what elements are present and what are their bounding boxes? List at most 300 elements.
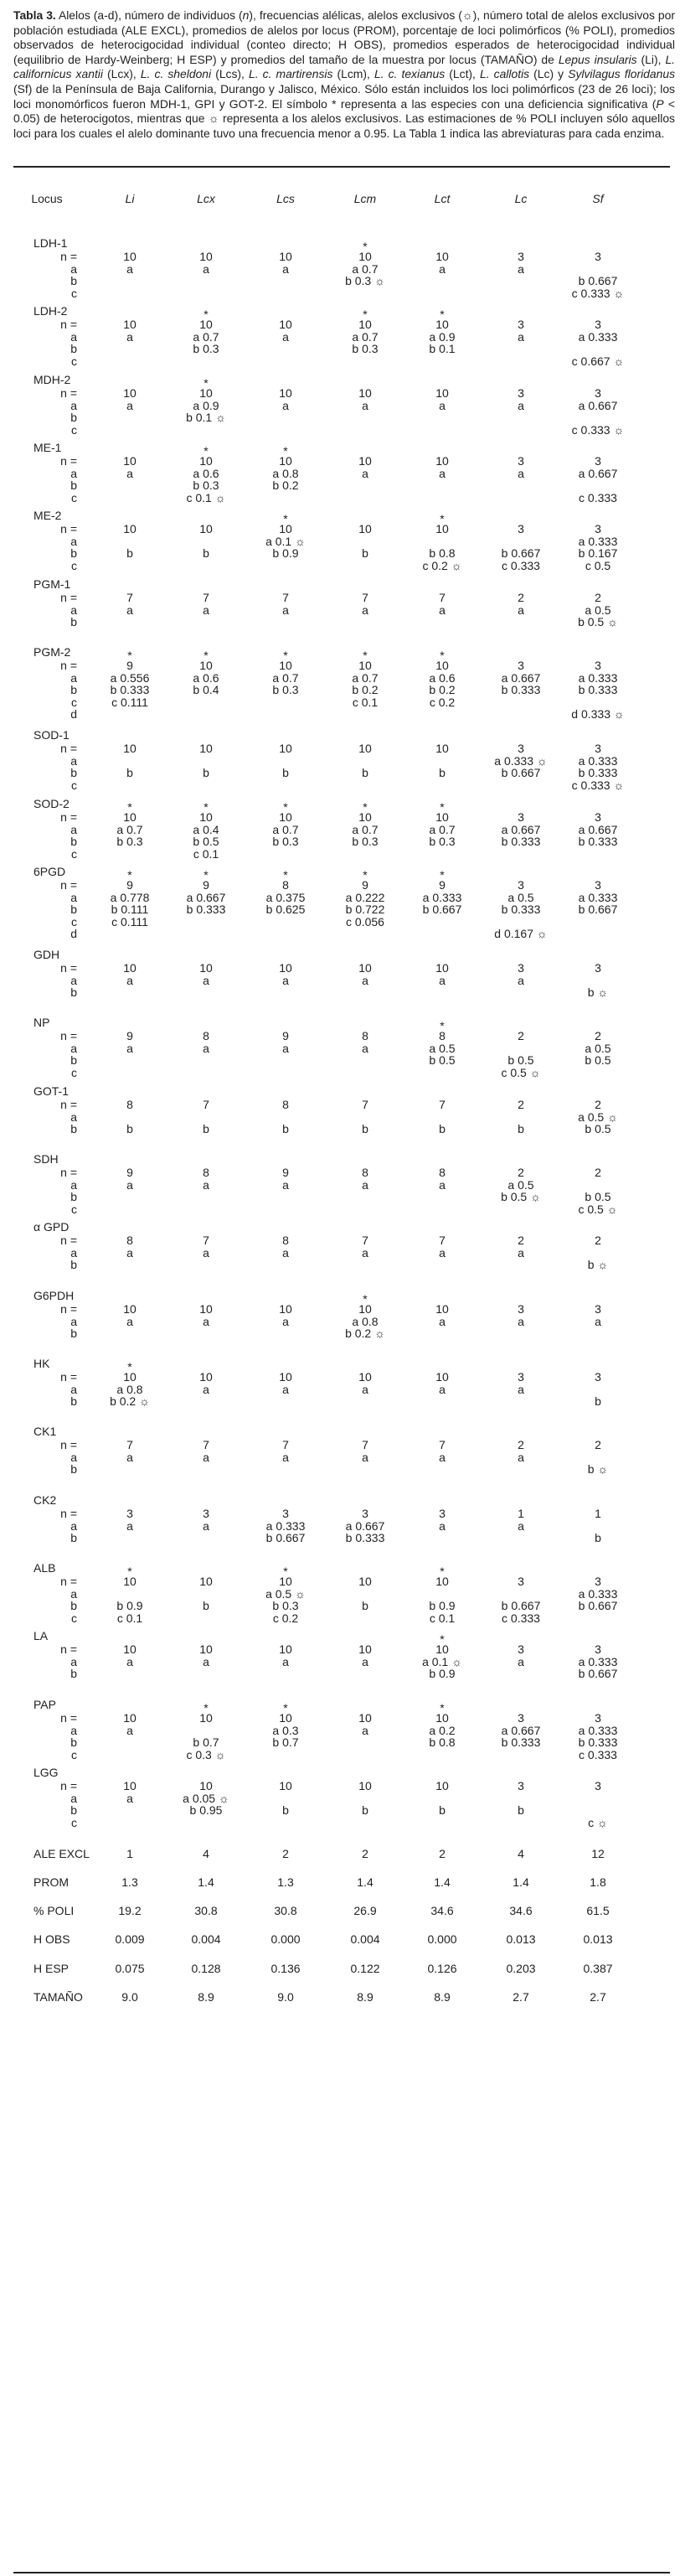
- allele-cell: a: [439, 261, 446, 276]
- allele-cell: 3: [595, 878, 601, 892]
- allele-cell: b 0.111: [111, 903, 149, 916]
- allele-cell: b 0.9: [272, 546, 299, 560]
- row-label: n =: [60, 659, 77, 672]
- allele-cell: a: [439, 603, 446, 617]
- row-label: n =: [60, 1166, 77, 1179]
- allele-cell: a: [126, 1450, 133, 1464]
- allele-cell: a: [203, 261, 209, 276]
- allele-cell: a: [203, 1518, 209, 1533]
- allele-cell: a: [518, 1654, 524, 1668]
- allele-cell: b 0.3: [272, 683, 299, 696]
- row-label: a: [70, 1245, 77, 1260]
- summary-value: 0.128: [191, 1962, 221, 1975]
- allele-cell: a: [203, 1041, 209, 1055]
- allele-cell: b 0.1 ☼: [186, 411, 226, 424]
- allele-cell: 10: [199, 250, 213, 263]
- row-label: a: [70, 1518, 77, 1533]
- locus-name: ALB: [33, 1561, 56, 1575]
- summary-value: 0.126: [427, 1962, 457, 1975]
- allele-cell: b 0.3: [352, 342, 379, 355]
- allele-cell: 3: [595, 1642, 601, 1656]
- allele-cell: b 0.3: [429, 835, 456, 848]
- allele-cell: b ☼: [587, 985, 609, 999]
- row-label: a: [70, 1791, 77, 1805]
- summary-value: 4: [518, 1847, 524, 1860]
- allele-cell: c 0.2: [272, 1611, 299, 1625]
- allele-cell: b: [126, 766, 133, 779]
- caption-species: L. c. martirensis: [248, 67, 333, 81]
- allele-cell: c 0.2 ☼: [422, 558, 462, 572]
- summary-value: 8.9: [198, 1990, 214, 2004]
- allele-cell: 3: [595, 318, 601, 331]
- allele-cell: a: [126, 466, 133, 480]
- allele-cell: b 0.167: [578, 546, 618, 560]
- allele-cell: a 0.6: [193, 466, 219, 480]
- summary-label: % POLI: [33, 1904, 75, 1917]
- allele-cell: a 0.667: [345, 1518, 385, 1533]
- row-label: n =: [60, 1302, 77, 1316]
- allele-cell: 8: [282, 878, 289, 892]
- summary-value: 2: [439, 1847, 446, 1860]
- caption-italic: n: [242, 8, 250, 22]
- allele-cell: b: [595, 1394, 601, 1408]
- allele-cell: b 0.3: [272, 1599, 299, 1612]
- row-label: b: [70, 342, 77, 355]
- allele-cell: 3: [595, 1575, 601, 1588]
- allele-cell: 2: [595, 1098, 601, 1111]
- locus-name: ME-1: [33, 441, 62, 454]
- row-label: a: [70, 822, 77, 836]
- allele-cell: a 0.667: [501, 1723, 541, 1737]
- significance-star: *: [127, 1565, 132, 1578]
- allele-cell: a: [439, 466, 446, 480]
- allele-cell: 10: [279, 1302, 292, 1316]
- allele-cell: 3: [518, 810, 524, 824]
- allele-cell: a: [282, 1654, 289, 1668]
- row-label: b: [70, 985, 77, 999]
- allele-cell: a: [126, 1791, 133, 1805]
- allele-cell: b 0.95: [189, 1803, 223, 1817]
- allele-cell: b: [439, 766, 446, 779]
- row-label: n =: [60, 961, 77, 975]
- row-label: c: [71, 422, 77, 437]
- row-label: n =: [60, 1098, 77, 1111]
- allele-cell: 3: [518, 742, 524, 755]
- allele-cell: 7: [439, 1098, 446, 1111]
- locus-name: G6PDH: [33, 1289, 75, 1302]
- allele-cell: a 0.7: [352, 329, 379, 344]
- allele-cell: 3: [595, 961, 601, 975]
- row-label: n =: [60, 810, 77, 824]
- allele-cell: c 0.333 ☼: [571, 422, 625, 437]
- allele-cell: 3: [126, 1507, 133, 1520]
- allele-cell: 7: [203, 1438, 209, 1451]
- allele-cell: 3: [518, 1370, 524, 1384]
- summary-value: 30.8: [274, 1904, 297, 1917]
- summary-label: H ESP: [33, 1962, 70, 1975]
- allele-cell: c 0.333: [502, 558, 540, 572]
- allele-cell: 10: [199, 1711, 213, 1725]
- allele-cell: 10: [435, 318, 449, 331]
- allele-cell: 10: [123, 1642, 137, 1656]
- summary-value: 2.7: [590, 1990, 606, 2004]
- allele-cell: 2: [595, 1438, 601, 1451]
- allele-cell: 10: [123, 742, 137, 755]
- caption-text: (Lct),: [445, 67, 480, 81]
- allele-cell: a: [282, 398, 289, 412]
- allele-cell: b: [203, 766, 209, 779]
- allele-cell: b 0.5: [585, 1053, 611, 1067]
- allele-cell: a: [439, 1314, 446, 1328]
- summary-value: 0.013: [506, 1932, 536, 1946]
- allele-cell: b 0.7: [272, 1735, 299, 1749]
- summary-value: 2.7: [513, 1990, 529, 2004]
- allele-cell: 10: [123, 318, 137, 331]
- caption-text: (Lc) y: [529, 67, 569, 81]
- allele-cell: 10: [279, 961, 292, 975]
- allele-cell: a 0.667: [578, 466, 618, 480]
- allele-cell: 10: [123, 1575, 137, 1588]
- allele-cell: a: [282, 1450, 289, 1464]
- row-label: n =: [60, 1575, 77, 1588]
- allele-cell: b 0.333: [578, 683, 618, 696]
- row-label: a: [70, 1586, 77, 1601]
- allele-cell: b 0.2: [352, 683, 379, 696]
- allele-cell: 8: [282, 1098, 289, 1111]
- allele-cell: 10: [199, 1642, 213, 1656]
- allele-cell: 10: [435, 659, 449, 672]
- significance-star: *: [127, 800, 132, 814]
- significance-star: *: [203, 868, 209, 882]
- allele-cell: b 0.9: [429, 1599, 456, 1612]
- allele-cell: 10: [435, 1370, 449, 1384]
- allele-cell: c ☼: [588, 1815, 608, 1829]
- allele-cell: 3: [518, 1711, 524, 1725]
- allele-cell: a: [126, 1245, 133, 1260]
- allele-cell: 7: [362, 1098, 368, 1111]
- allele-cell: b 0.667: [265, 1531, 306, 1544]
- allele-cell: a 0.8: [352, 1314, 379, 1328]
- allele-cell: a: [282, 973, 289, 987]
- allele-cell: a: [439, 1450, 446, 1464]
- allele-cell: 7: [282, 1438, 289, 1451]
- allele-cell: a: [203, 603, 209, 617]
- allele-cell: a 0.333: [578, 534, 618, 548]
- row-label: a: [70, 1177, 77, 1192]
- allele-cell: c 0.1: [352, 695, 379, 709]
- allele-cell: 10: [279, 386, 292, 400]
- allele-cell: 3: [439, 1507, 446, 1520]
- significance-star: *: [283, 512, 288, 525]
- row-label: a: [70, 1382, 77, 1396]
- allele-cell: 2: [518, 1029, 524, 1042]
- allele-cell: b: [282, 1803, 289, 1817]
- allele-cell: a: [282, 1041, 289, 1055]
- allele-cell: 10: [123, 454, 137, 468]
- locus-name: NP: [33, 1016, 50, 1029]
- allele-cell: a 0.6: [193, 670, 219, 685]
- allele-cell: 10: [279, 1370, 292, 1384]
- allele-cell: c 0.5 ☼: [501, 1065, 541, 1079]
- caption-text: (Lcm),: [332, 67, 374, 81]
- allele-cell: 3: [362, 1507, 368, 1520]
- allele-cell: a 0.667: [501, 822, 541, 836]
- row-label: b: [70, 615, 77, 628]
- allele-cell: 3: [595, 454, 601, 468]
- allele-cell: a 0.05 ☼: [183, 1791, 229, 1805]
- allele-cell: 10: [279, 1711, 292, 1725]
- row-label: a: [70, 890, 77, 904]
- allele-cell: a 0.7: [116, 822, 143, 836]
- allele-cell: b: [126, 1122, 133, 1135]
- allele-cell: 3: [518, 1642, 524, 1656]
- allele-cell: b: [362, 1122, 368, 1135]
- allele-cell: 3: [518, 250, 524, 263]
- significance-star: *: [363, 649, 368, 662]
- allele-cell: a 0.8: [272, 466, 299, 480]
- allele-cell: c 0.667 ☼: [571, 354, 625, 368]
- allele-cell: c 0.1: [193, 846, 219, 861]
- allele-cell: 10: [358, 1779, 372, 1792]
- row-label: n =: [60, 1029, 77, 1042]
- significance-star: *: [203, 1701, 209, 1715]
- allele-cell: 10: [358, 742, 372, 755]
- allele-cell: 10: [279, 1779, 292, 1792]
- allele-cell: b 0.333: [501, 683, 541, 696]
- row-label: c: [71, 1611, 77, 1625]
- allele-cell: b: [362, 546, 368, 560]
- allele-cell: a: [362, 1245, 368, 1260]
- summary-value: 34.6: [430, 1904, 454, 1917]
- row-label: b: [70, 546, 77, 560]
- allele-cell: c 0.333 ☼: [571, 286, 625, 300]
- allele-cell: b 0.5 ☼: [501, 1190, 541, 1203]
- row-label: n =: [60, 1438, 77, 1451]
- caption-text: < 0.05) de heterocigotos, mientras que ☼ representa a los alelos exclusivos. Las estimaciones de % POLI incluyen sólo aquellos loci para los cuales el alelo dominante tuvo una frecuencia menor a 0.95. La Tabla 1 indica las abreviaturas para cada enzima.: [13, 96, 675, 140]
- row-label: b: [70, 766, 77, 779]
- allele-cell: 10: [279, 1642, 292, 1656]
- allele-cell: 10: [123, 1370, 137, 1384]
- locus-name: LA: [33, 1629, 49, 1642]
- allele-cell: a 0.333: [578, 329, 618, 344]
- allele-cell: a 0.1 ☼: [422, 1654, 462, 1668]
- allele-cell: a: [362, 973, 368, 987]
- allele-cell: 3: [595, 810, 601, 824]
- allele-cell: 10: [123, 1302, 137, 1316]
- allele-cell: 10: [279, 659, 292, 672]
- allele-cell: 3: [595, 1302, 601, 1316]
- column-header-lcm: Lcm: [353, 192, 377, 205]
- allele-cell: c 0.333: [579, 1747, 617, 1761]
- allele-cell: b: [203, 1122, 209, 1135]
- allele-cell: 10: [358, 1302, 372, 1316]
- allele-cell: a 0.7: [429, 822, 456, 836]
- summary-value: 12: [591, 1847, 605, 1860]
- allele-cell: b 0.5: [585, 1122, 611, 1135]
- allele-cell: a 0.667: [501, 670, 541, 685]
- summary-value: 1.4: [357, 1875, 373, 1889]
- allele-cell: c 0.333 ☼: [571, 778, 625, 792]
- allele-cell: a 0.5: [507, 890, 534, 904]
- allele-cell: 9: [282, 1029, 289, 1042]
- allele-cell: b 0.5: [193, 835, 219, 848]
- allele-cell: b 0.3: [352, 835, 379, 848]
- caption-species: Sylvilagus floridanus: [568, 67, 676, 81]
- summary-value: 0.000: [427, 1932, 457, 1946]
- row-label: a: [70, 261, 77, 276]
- allele-cell: a: [595, 1314, 601, 1328]
- allele-cell: 3: [595, 1711, 601, 1725]
- row-label: b: [70, 835, 77, 848]
- allele-cell: b 0.3: [116, 835, 143, 848]
- locus-name: LDH-2: [33, 304, 68, 318]
- allele-cell: a 0.7: [352, 261, 379, 276]
- allele-cell: a 0.778: [110, 890, 150, 904]
- allele-cell: a: [518, 1382, 524, 1396]
- locus-name: LDH-1: [33, 236, 68, 250]
- allele-cell: a: [518, 261, 524, 276]
- allele-cell: a: [362, 466, 368, 480]
- summary-value: 8.9: [434, 1990, 451, 2004]
- allele-cell: a 0.667: [578, 398, 618, 412]
- allele-cell: b 0.9: [116, 1599, 143, 1612]
- allele-cell: a: [126, 329, 133, 344]
- allele-cell: 10: [358, 386, 372, 400]
- allele-cell: 9: [126, 878, 133, 892]
- summary-value: 1.8: [590, 1875, 606, 1889]
- allele-cell: 10: [199, 1370, 213, 1384]
- summary-value: 0.000: [270, 1932, 301, 1946]
- row-label: a: [70, 670, 77, 685]
- allele-cell: 1: [595, 1507, 601, 1520]
- allele-cell: 2: [518, 1166, 524, 1179]
- allele-cell: 10: [279, 250, 292, 263]
- allele-cell: a 0.7: [272, 822, 299, 836]
- summary-value: 0.004: [350, 1932, 380, 1946]
- significance-star: *: [203, 800, 209, 814]
- allele-cell: 10: [435, 1711, 449, 1725]
- allele-cell: 7: [362, 1438, 368, 1451]
- row-label: c: [71, 558, 77, 572]
- allele-cell: a: [203, 1382, 209, 1396]
- allele-cell: a 0.333: [578, 753, 618, 768]
- allele-cell: 10: [435, 454, 449, 468]
- allele-cell: b 0.5: [507, 1053, 534, 1067]
- allele-cell: a 0.6: [429, 670, 456, 685]
- allele-cell: b 0.3: [193, 478, 219, 492]
- allele-cell: a 0.333: [578, 670, 618, 685]
- locus-name: GOT-1: [33, 1084, 70, 1098]
- significance-star: *: [440, 1701, 445, 1715]
- summary-value: 2: [282, 1847, 289, 1860]
- allele-cell: 8: [362, 1029, 368, 1042]
- row-label: a: [70, 973, 77, 987]
- summary-label: PROM: [33, 1875, 69, 1889]
- row-label: a: [70, 329, 77, 344]
- summary-value: 0.075: [115, 1962, 145, 1975]
- allele-cell: 3: [595, 659, 601, 672]
- row-label: c: [71, 1815, 77, 1829]
- summary-value: 4: [203, 1847, 209, 1860]
- significance-star: *: [283, 1565, 288, 1578]
- allele-cell: a: [518, 1245, 524, 1260]
- caption-text: (Li),: [636, 52, 666, 66]
- row-label: c: [71, 695, 77, 709]
- allele-cell: 8: [203, 1029, 209, 1042]
- allele-cell: b ☼: [587, 1462, 609, 1476]
- allele-cell: a 0.333: [265, 1518, 306, 1533]
- allele-cell: b 0.667: [578, 1667, 618, 1680]
- allele-cell: b: [203, 1599, 209, 1612]
- row-label: c: [71, 286, 77, 300]
- summary-value: 1.4: [434, 1875, 451, 1889]
- allele-cell: a 0.667: [578, 822, 618, 836]
- allele-cell: 10: [279, 1575, 292, 1588]
- allele-cell: b 0.667: [422, 903, 462, 916]
- allele-cell: 9: [362, 878, 368, 892]
- allele-cell: b 0.333: [578, 835, 618, 848]
- significance-star: *: [440, 800, 445, 814]
- allele-cell: b 0.5 ☼: [578, 615, 618, 628]
- row-label: a: [70, 1450, 77, 1464]
- allele-cell: a 0.7: [272, 670, 299, 685]
- allele-cell: 10: [199, 1575, 213, 1588]
- row-label: d: [70, 707, 77, 721]
- allele-cell: c 0.5 ☼: [578, 1202, 618, 1216]
- allele-cell: b 0.2 ☼: [110, 1394, 150, 1408]
- allele-cell: b 0.667: [578, 1599, 618, 1612]
- allele-cell: 7: [439, 1438, 446, 1451]
- row-label: n =: [60, 318, 77, 331]
- caption-species: L. californicus xantii: [13, 52, 676, 81]
- column-header-lcx: Lcx: [197, 192, 215, 205]
- allele-cell: 7: [126, 1438, 133, 1451]
- significance-star: *: [283, 649, 288, 662]
- row-label: b: [70, 478, 77, 492]
- allele-cell: a 0.8: [116, 1382, 143, 1396]
- row-label: a: [70, 753, 77, 768]
- allele-cell: 3: [518, 454, 524, 468]
- significance-star: *: [363, 800, 368, 814]
- allele-cell: b 0.333: [501, 1735, 541, 1749]
- allele-cell: b 0.3: [272, 835, 299, 848]
- allele-cell: b 0.667: [501, 546, 541, 560]
- caption-text: (Lcs),: [211, 67, 249, 81]
- significance-star: *: [283, 868, 288, 882]
- significance-star: *: [440, 1019, 445, 1032]
- allele-cell: b 0.8: [429, 546, 456, 560]
- significance-star: *: [203, 376, 209, 390]
- summary-value: 0.203: [506, 1962, 536, 1975]
- caption-text: ), frecuencias alélicas, alelos exclusivos (☼), número total de alelos exclusivos por población estudiada (ALE EXCL), promedios de alelos por locus (PROM), porcentaje de loci polimórficos (% POLI), promedios observados de heterocigocidad individual (conteo directo; H OBS), promedios esperados de heterocigocidad individual (equilibrio de Hardy-Weinberg; H ESP) y promedios del tamaño de la muestra por locus (TAMAÑO) de: [13, 8, 675, 66]
- allele-cell: 10: [199, 1302, 213, 1316]
- row-label: a: [70, 1723, 77, 1737]
- allele-cell: b 0.3: [193, 342, 219, 355]
- allele-cell: b 0.8: [429, 1735, 456, 1749]
- allele-cell: 10: [123, 1711, 137, 1725]
- allele-cell: 9: [203, 878, 209, 892]
- allele-cell: 2: [595, 1029, 601, 1042]
- allele-cell: a: [439, 398, 446, 412]
- allele-cell: 8: [439, 1029, 446, 1042]
- allele-cell: b: [282, 766, 289, 779]
- row-label: c: [71, 1747, 77, 1761]
- column-header-lcs: Lcs: [276, 192, 295, 205]
- allele-cell: 1: [518, 1507, 524, 1520]
- allele-cell: c 0.1 ☼: [186, 490, 226, 504]
- allele-cell: a: [439, 1382, 446, 1396]
- allele-cell: a: [518, 1518, 524, 1533]
